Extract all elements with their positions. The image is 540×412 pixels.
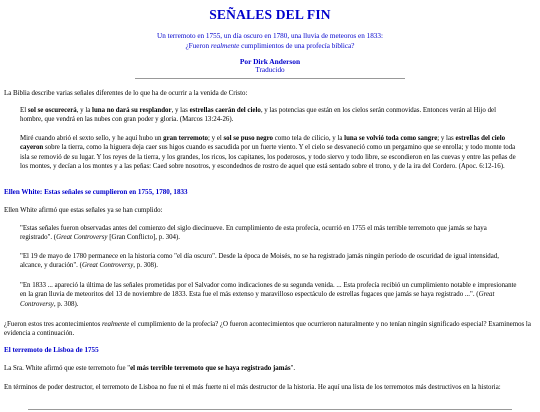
intro-paragraph: La Biblia describe varias señales diferentes de lo que ha de ocurrir a la venida de Cristo: [4, 90, 248, 97]
subtitle-pre: ¿Fueron [185, 42, 211, 50]
section-heading-lisbon: El terremoto de Lisboa de 1755 [4, 346, 99, 354]
header-divider [135, 78, 405, 79]
citation-earthquake: "Estas señales fueron observadas antes del comienzo del siglo diecinueve. En cumplimiento de esta profecía, ocurrió en 1755 el más terrible terremoto que jamás se haya registrado". (Great Controversy [Gran Conflicto], p. 304). [20, 225, 487, 242]
page-subtitle [0, 31, 540, 51]
section-heading-ellen-white: Ellen White: Estas señales se cumplieron en 1755, 1780, 1833 [4, 188, 188, 196]
citation-meteor-shower: "En 1833 ... apareció la última de las señales prometidas por el Salvador como indicaciones de su segunda venida. ... Esta profecía recibió un cumplimiento notable e impresionante en la gran lluvia de meteoritos del 13 de noviembre de 1833. Esta fue el más extenso y maravilloso espectáculo de estrellas fugaces que jamás se haya registrado ...". (Great Controversy, p. 308). [20, 282, 517, 308]
destructiveness-paragraph: En términos de poder destructor, el terremoto de Lisboa no fue ni el más fuerte ni el más destructor de la historia. He aquí una lista de los terremotos más destructivos en la historia: [4, 384, 501, 391]
bible-quote-revelation: Miré cuando abrió el sexto sello, y he aquí hubo un gran terremoto; y el sol se puso negro como tela de cilicio, y la luna se volvió toda como sangre; y las estrellas del cielo cayeron sobre la tierra, como la higuera deja caer sus higos cuando es sacudida por un fuerte viento. Y el cielo se desvaneció como un pergamino que se enrolla; y todo monte toda isla se removió de su lugar. Y los reyes de la tierra, y los grandes, los ricos, los capitanes, los poderosos, y todo siervo y todo libre, se escondieron en las cuevas y entre las peñas de los montes, y decían a los montes y a las peñas: Caed sobre nosotros, y escondednos de rostro de aquel que está sentado sobre el trono, y de la ira del Cordero. (Apoc. 6:12-16). [20, 135, 516, 171]
ellen-white-intro: Ellen White afirmó que estas señales ya se han cumplido: [4, 207, 163, 214]
white-claim-paragraph: La Sra. White afirmó que este terremoto fue "el más terrible terremoto que se haya registrado jamás". [4, 365, 296, 372]
author-byline: Por Dirk Anderson [239, 57, 301, 66]
subtitle-line-2 [0, 41, 540, 51]
translated-label: Traducido [255, 66, 285, 74]
subtitle-emphasis: realmente [210, 42, 240, 50]
question-paragraph: ¿Fueron estos tres acontecimientos realmente el cumplimiento de la profecía? ¿O fueron acontecimientos que ocurrieron naturalmente y no tenían ningún significado especial? Examinemos la evidencia a continuación. [4, 321, 531, 338]
page-title: SEÑALES DEL FIN [209, 7, 331, 22]
article-page [0, 7, 540, 412]
bible-quote-mark: El sol se oscurecerá, y la luna no dará su resplandor, y las estrellas caerán del cielo, y las potencias que están en los cielos serán conmovidas. Entonces verán al Hijo del hombre, que vendrá en las nubes con gran poder y gloria. (Marcos 13:24-26). [20, 107, 496, 124]
subtitle-post: cumplimientos de una profecía bíblica? [239, 42, 355, 50]
citation-dark-day: "El 19 de mayo de 1780 permanece en la historia como "el día oscuro". Desde la época de Moisés, no se ha registrado jamás ningún período de oscuridad de igual intensidad, alcance, y duración". (Great Controversy, p. 308). [20, 253, 499, 270]
subtitle-line-1: Un terremoto en 1755, un día oscuro en 1780, una lluvia de meteoros en 1833: [157, 32, 383, 40]
bottom-divider [28, 409, 512, 410]
